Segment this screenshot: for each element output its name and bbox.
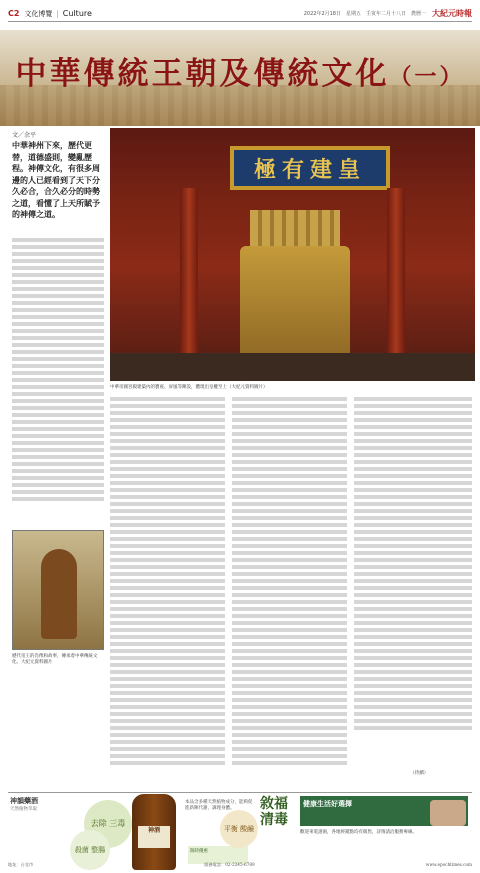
article-lead: 中華神州下來，歷代更替，道德盛則，變亂歷程。神傳文化，有很多周邊的人已經看到了天下分久必合，合久必分的時勢之道，看懂了上天所賦予的神傳之道。	[12, 140, 100, 219]
inset-caption: 歷代帝王的肖像和故事，傳承着中華傳統文化。大紀元資料圖片	[12, 654, 98, 666]
footer-website[interactable]: www.epochtimes.com	[425, 862, 472, 867]
newspaper-logo: 大紀元時報	[432, 8, 472, 18]
ad-promo: 限時優惠	[188, 846, 248, 864]
inset-portrait	[12, 530, 104, 650]
page-number: C2	[8, 9, 20, 18]
ad-title: 敘福清毒	[260, 796, 288, 828]
ad-benefit-1: 去除 三毒	[84, 800, 132, 848]
section-name: 文化博覽	[24, 9, 53, 18]
ad-brand: 神韻藥酒	[10, 796, 38, 805]
ad-footer	[8, 862, 472, 868]
palace-photo	[110, 128, 475, 381]
plaque: 極有建皇	[230, 146, 390, 190]
portrait-figure	[41, 549, 77, 639]
ad-spokesperson-photo	[430, 800, 466, 826]
body-column-3	[232, 394, 347, 789]
title-banner	[0, 30, 480, 126]
bottle-label: 神酒	[138, 826, 170, 848]
footer-address: 地址：台北市	[8, 862, 34, 867]
article-continued: （待續）	[410, 771, 429, 776]
body-column-4	[354, 394, 472, 764]
ad-brand-sub: 天然植物萃取	[10, 807, 37, 812]
footer-phone: 服務電話：02-2345-6789	[204, 862, 255, 867]
ad-description: 本品含多種天然植物成分，能夠促進新陳代謝，調理身體。	[185, 800, 253, 811]
issue-date: 2022年2月18日 星期五 壬寅年二月十八日 農曆一	[303, 11, 426, 17]
body-column-1	[12, 235, 104, 525]
ad-benefit-2: 殺菌 整腸	[70, 830, 110, 870]
ad-benefit-3: 平衡 酸鹼	[220, 810, 258, 848]
article-title	[0, 48, 480, 93]
section-english: Culture	[62, 9, 92, 18]
page-header	[8, 6, 472, 22]
body-column-2	[110, 394, 225, 789]
throne	[240, 246, 350, 366]
divider: |	[56, 9, 59, 18]
photo-caption: 中華帝國宮殿建築內的寶座、屏風等陳設，體現出皇權至上（大紀元資料圖片）	[110, 385, 268, 390]
author-byline: 文／余平	[12, 132, 37, 139]
floor	[110, 353, 475, 381]
title-part: （一）	[389, 64, 465, 90]
title-main: 中華傳統王朝及傳統文化	[15, 56, 390, 92]
ad-right-text: 歡迎來電諮詢，各地經銷點均有販售，詳情請洽服務專線。	[300, 830, 417, 835]
ad-banner: 健康生活好選擇	[300, 796, 468, 826]
